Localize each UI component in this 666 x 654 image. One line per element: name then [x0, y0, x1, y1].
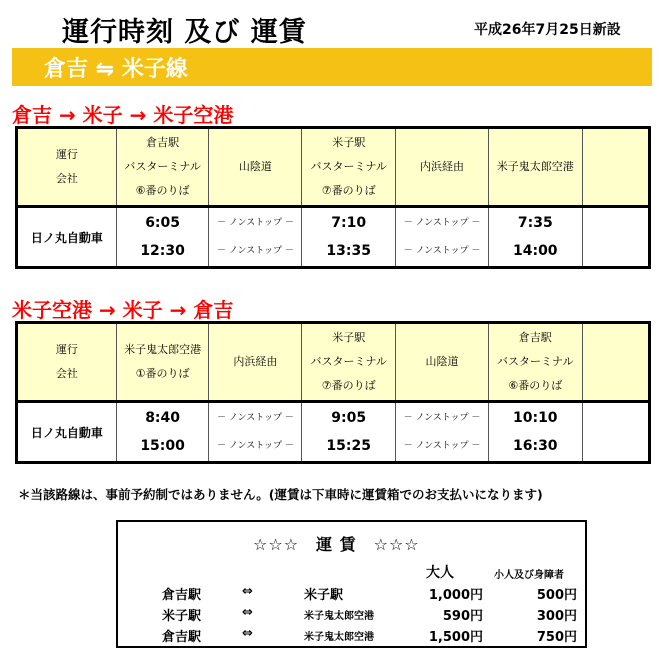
child-fare-header: 小人及び身障者 — [494, 570, 564, 581]
header-cell-empty — [582, 128, 649, 207]
company-cell: 日ノ丸自動車 — [17, 207, 117, 268]
header-cell-empty — [582, 323, 649, 402]
header-cell-uchihama: 内浜経由 — [396, 128, 489, 207]
fare-adult: 590円 — [442, 609, 483, 624]
inbound-route-title: 米子空港 → 米子 → 倉吉 — [12, 298, 234, 322]
fare-adult: 1,000円 — [428, 588, 483, 603]
nonstop-cell: － ノンストップ － － ノンストップ － — [396, 402, 489, 463]
header-cell-uchihama: 内浜経由 — [209, 323, 302, 402]
header-cell-airport: 米子鬼太郎空港 ①番のりば — [116, 323, 209, 402]
header-cell-sanindo: 山陰道 — [209, 128, 302, 207]
fare-child: 300円 — [536, 609, 577, 624]
time-cell: 7:10 13:35 — [302, 207, 396, 268]
fare-child: 750円 — [536, 630, 577, 645]
header-cell-airport: 米子鬼太郎空港 — [488, 128, 582, 207]
fare-child: 500円 — [536, 588, 577, 603]
header-cell-company: 運行 会社 — [17, 128, 117, 207]
fare-from: 倉吉駅 — [162, 630, 202, 645]
fare-from: 米子駅 — [162, 609, 202, 624]
header-cell-company: 運行 会社 — [17, 323, 117, 402]
outbound-route-title: 倉吉 → 米子 → 米子空港 — [12, 103, 234, 127]
fare-row — [118, 626, 585, 646]
fare-arrow: ⇔ — [242, 605, 253, 620]
outbound-timetable — [15, 126, 651, 269]
table-row — [17, 402, 650, 463]
nonstop-cell: － ノンストップ － － ノンストップ － — [209, 402, 302, 463]
fare-to: 米子駅 — [304, 588, 344, 603]
table-header-row — [17, 128, 650, 207]
fare-box — [116, 520, 587, 648]
adult-fare-header: 大人 — [426, 565, 454, 581]
page-title: 運行時刻 及び 運賃 — [62, 17, 307, 48]
header-cell-kurayoshi: 倉吉駅 バスターミナル ⑥番のりば — [488, 323, 582, 402]
header-cell-yonago: 米子駅 バスターミナル ⑦番のりば — [302, 323, 396, 402]
table-row — [17, 207, 650, 268]
time-cell: 9:05 15:25 — [302, 402, 396, 463]
fare-title: ☆☆☆ 運 賃 ☆☆☆ — [253, 535, 420, 554]
nonstop-cell: － ノンストップ － － ノンストップ － — [396, 207, 489, 268]
date-label: 平成26年7月25日新設 — [474, 22, 621, 38]
fare-from: 倉吉駅 — [162, 588, 202, 603]
header-cell-sanindo: 山陰道 — [396, 323, 489, 402]
fare-row — [118, 584, 585, 604]
route-banner — [12, 48, 652, 86]
fare-row — [118, 605, 585, 625]
time-cell: 10:10 16:30 — [488, 402, 582, 463]
table-header-row — [17, 323, 650, 402]
time-cell: 8:40 15:00 — [116, 402, 209, 463]
reservation-note: ＊当該路線は、事前予約制ではありません。(運賃は下車時に運賃箱でのお支払いになります) — [18, 487, 543, 502]
fare-arrow: ⇔ — [242, 584, 253, 599]
nonstop-cell: － ノンストップ － － ノンストップ － — [209, 207, 302, 268]
banner-text: 倉吉 ⇋ 米子線 — [44, 57, 188, 82]
header-cell-kurayoshi: 倉吉駅 バスターミナル ⑥番のりば — [116, 128, 209, 207]
empty-cell — [582, 402, 649, 463]
time-cell: 7:35 14:00 — [488, 207, 582, 268]
fare-arrow: ⇔ — [242, 626, 253, 641]
company-cell: 日ノ丸自動車 — [17, 402, 117, 463]
time-cell: 6:05 12:30 — [116, 207, 209, 268]
fare-to: 米子鬼太郎空港 — [304, 611, 374, 622]
inbound-timetable — [15, 321, 651, 464]
empty-cell — [582, 207, 649, 268]
fare-adult: 1,500円 — [428, 630, 483, 645]
fare-to: 米子鬼太郎空港 — [304, 632, 374, 643]
header-cell-yonago: 米子駅 バスターミナル ⑦番のりば — [302, 128, 396, 207]
